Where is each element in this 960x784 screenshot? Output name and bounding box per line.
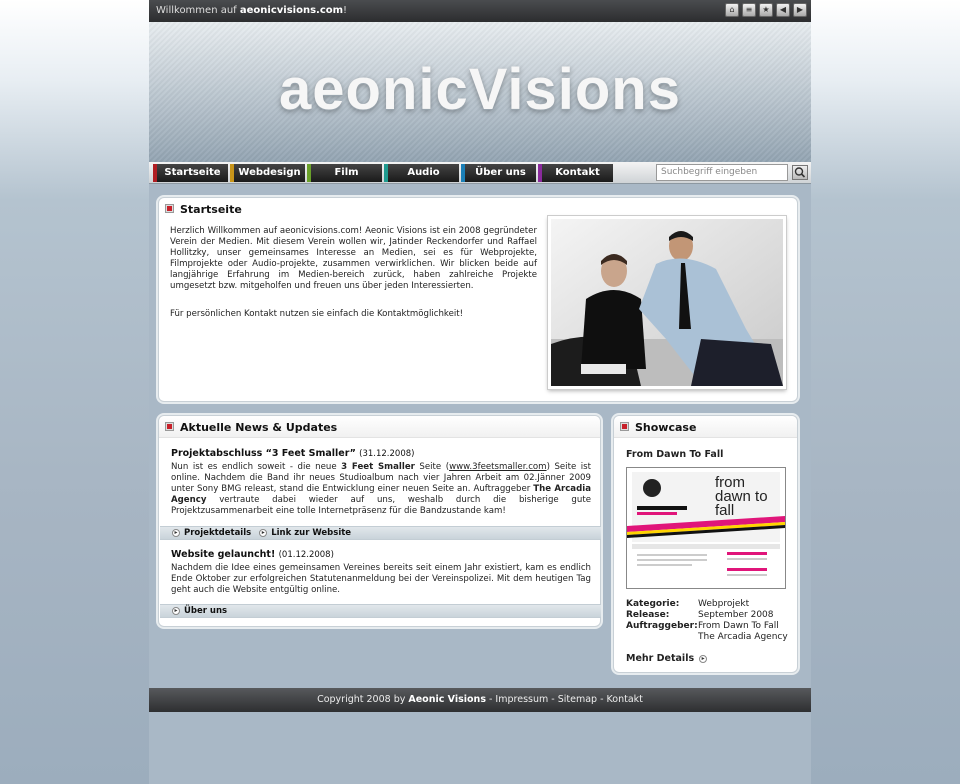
intro-contact-text: Für persönlichen Kontakt nutzen sie einfach die Kontaktmöglichkeit! bbox=[170, 309, 464, 319]
search-input[interactable]: Suchbegriff eingeben bbox=[656, 164, 788, 181]
news-title: Aktuelle News & Updates bbox=[180, 421, 338, 434]
team-photo bbox=[548, 216, 786, 389]
news-links-2 bbox=[160, 604, 601, 618]
footer: Copyright 2008 by Aeonic Visions - Impressum - Sitemap - Kontakt bbox=[149, 688, 811, 712]
news-headline-2[interactable] bbox=[171, 549, 334, 560]
arrow-right-icon: ▸ bbox=[172, 607, 180, 615]
footer-sitemap-link[interactable]: - Sitemap bbox=[548, 694, 598, 705]
news-date: (01.12.2008) bbox=[278, 550, 334, 560]
news-links-1 bbox=[160, 526, 601, 540]
intro-panel bbox=[158, 197, 798, 402]
arrow-right-icon: ▸ bbox=[259, 529, 267, 537]
forward-icon[interactable]: ▶ bbox=[793, 3, 807, 17]
bullet-icon bbox=[166, 205, 173, 212]
star-icon[interactable]: ★ bbox=[759, 3, 773, 17]
top-bar bbox=[149, 0, 811, 22]
main-navigation bbox=[149, 162, 811, 184]
header-banner bbox=[149, 22, 811, 162]
page-wrapper bbox=[149, 0, 811, 784]
welcome-text: Willkommen auf aeonicvisions.com! bbox=[156, 5, 348, 16]
search-button[interactable] bbox=[792, 165, 808, 180]
intro-text: Herzlich Willkommen auf aeonicvisions.com! Aeonic Visions ist ein 2008 gegründeter Verein der Medien. Mit diesem Verein wollen wir, Jatinder Reckendorfer und Raffael Hollitzky, unser gemeinsames Interesse an Medien, sei es für Webprojekte, Filmprojekte oder Audio-projekte, zusammen verwirklichen. Wir blicken beide auf langjährige Erfahrung im Medien-bereich zurück, haben zahlreiche Projekte umgesetzt bzw. mitgeholfen und freuen uns über jeden Interessierten. bbox=[170, 226, 537, 291]
showcase-thumbnail[interactable] bbox=[626, 467, 786, 589]
bullet-icon bbox=[621, 423, 628, 430]
nav-item-film[interactable]: Film bbox=[307, 164, 382, 182]
meta-row-client: Auftraggeber: From Dawn To Fall bbox=[626, 621, 779, 631]
website-link[interactable]: ▸ Link zur Website bbox=[259, 527, 351, 539]
news-external-link[interactable]: www.3feetsmaller.com bbox=[449, 462, 547, 472]
nav-item-kontakt[interactable]: Kontakt bbox=[538, 164, 613, 182]
nav-item-ueber-uns[interactable]: Über uns bbox=[461, 164, 536, 182]
showcase-title: Showcase bbox=[635, 421, 697, 434]
footer-contact-link[interactable]: - Kontakt bbox=[597, 694, 643, 705]
sitemap-icon[interactable]: ≡ bbox=[742, 3, 756, 17]
news-date: (31.12.2008) bbox=[359, 449, 415, 459]
home-icon[interactable]: ⌂ bbox=[725, 3, 739, 17]
showcase-panel bbox=[613, 415, 798, 673]
nav-item-audio[interactable]: Audio bbox=[384, 164, 459, 182]
thumbnail-logo-text: from dawn to fall bbox=[715, 474, 768, 519]
showcase-header bbox=[614, 416, 797, 438]
search-icon bbox=[793, 166, 807, 179]
meta-row-client-2: The Arcadia Agency bbox=[698, 632, 788, 642]
bullet-icon bbox=[166, 423, 173, 430]
news-panel bbox=[158, 415, 601, 627]
project-details-link[interactable]: ▸ Projektdetails bbox=[172, 527, 251, 539]
top-icons bbox=[725, 3, 807, 17]
news-headline-1[interactable] bbox=[171, 448, 414, 459]
intro-title: Startseite bbox=[180, 203, 242, 216]
meta-row-release: Release: September 2008 bbox=[626, 610, 774, 620]
news-header bbox=[159, 416, 600, 438]
news-headline-text: Projektabschluss “3 Feet Smaller” bbox=[171, 448, 356, 459]
about-us-link[interactable]: ▸ Über uns bbox=[172, 605, 227, 617]
nav-list bbox=[153, 164, 613, 182]
arrow-right-icon: ▸ bbox=[172, 529, 180, 537]
news-headline-text: Website gelauncht! bbox=[171, 549, 276, 560]
footer-impressum-link[interactable]: - Impressum bbox=[485, 694, 549, 705]
news-body-2: Nachdem die Idee eines gemeinsamen Vereines bereits seit einem Jahr existiert, kam es endlich Ende Oktober zur erfolgreichen Statutenanmeldung bei der Vereinspolizei. Mit dem heutigen Tag geht auch die Website entgültig online. bbox=[171, 563, 591, 595]
site-logo[interactable]: aeonicVisions bbox=[279, 57, 681, 122]
nav-item-startseite[interactable]: Startseite bbox=[153, 164, 228, 182]
showcase-project-name: From Dawn To Fall bbox=[626, 449, 724, 460]
news-body-1: Nun ist es endlich soweit - die neue 3 Feet Smaller Seite (www.3feetsmaller.com) Seite ist online. Nachdem die Band ihr neues Studioalbum nach vier Jahren Arbeit am 02.Jänner 2009 unter Sony BMG releast, stand die Entwicklung einer neuen Seite an. Auftraggeber The Arcadia Agency vertraute dabei wieder auf uns, weshalb durch die bisherige gute Projektzusammenarbeit eine tolle Internetpräsenz für die Bandzustande kam! bbox=[171, 462, 591, 516]
back-icon[interactable]: ◀ bbox=[776, 3, 790, 17]
arrow-right-icon: ▸ bbox=[699, 655, 707, 663]
meta-row-category: Kategorie: Webprojekt bbox=[626, 599, 750, 609]
more-details-link[interactable]: Mehr Details ▸ bbox=[626, 653, 707, 664]
nav-item-webdesign[interactable]: Webdesign bbox=[230, 164, 305, 182]
